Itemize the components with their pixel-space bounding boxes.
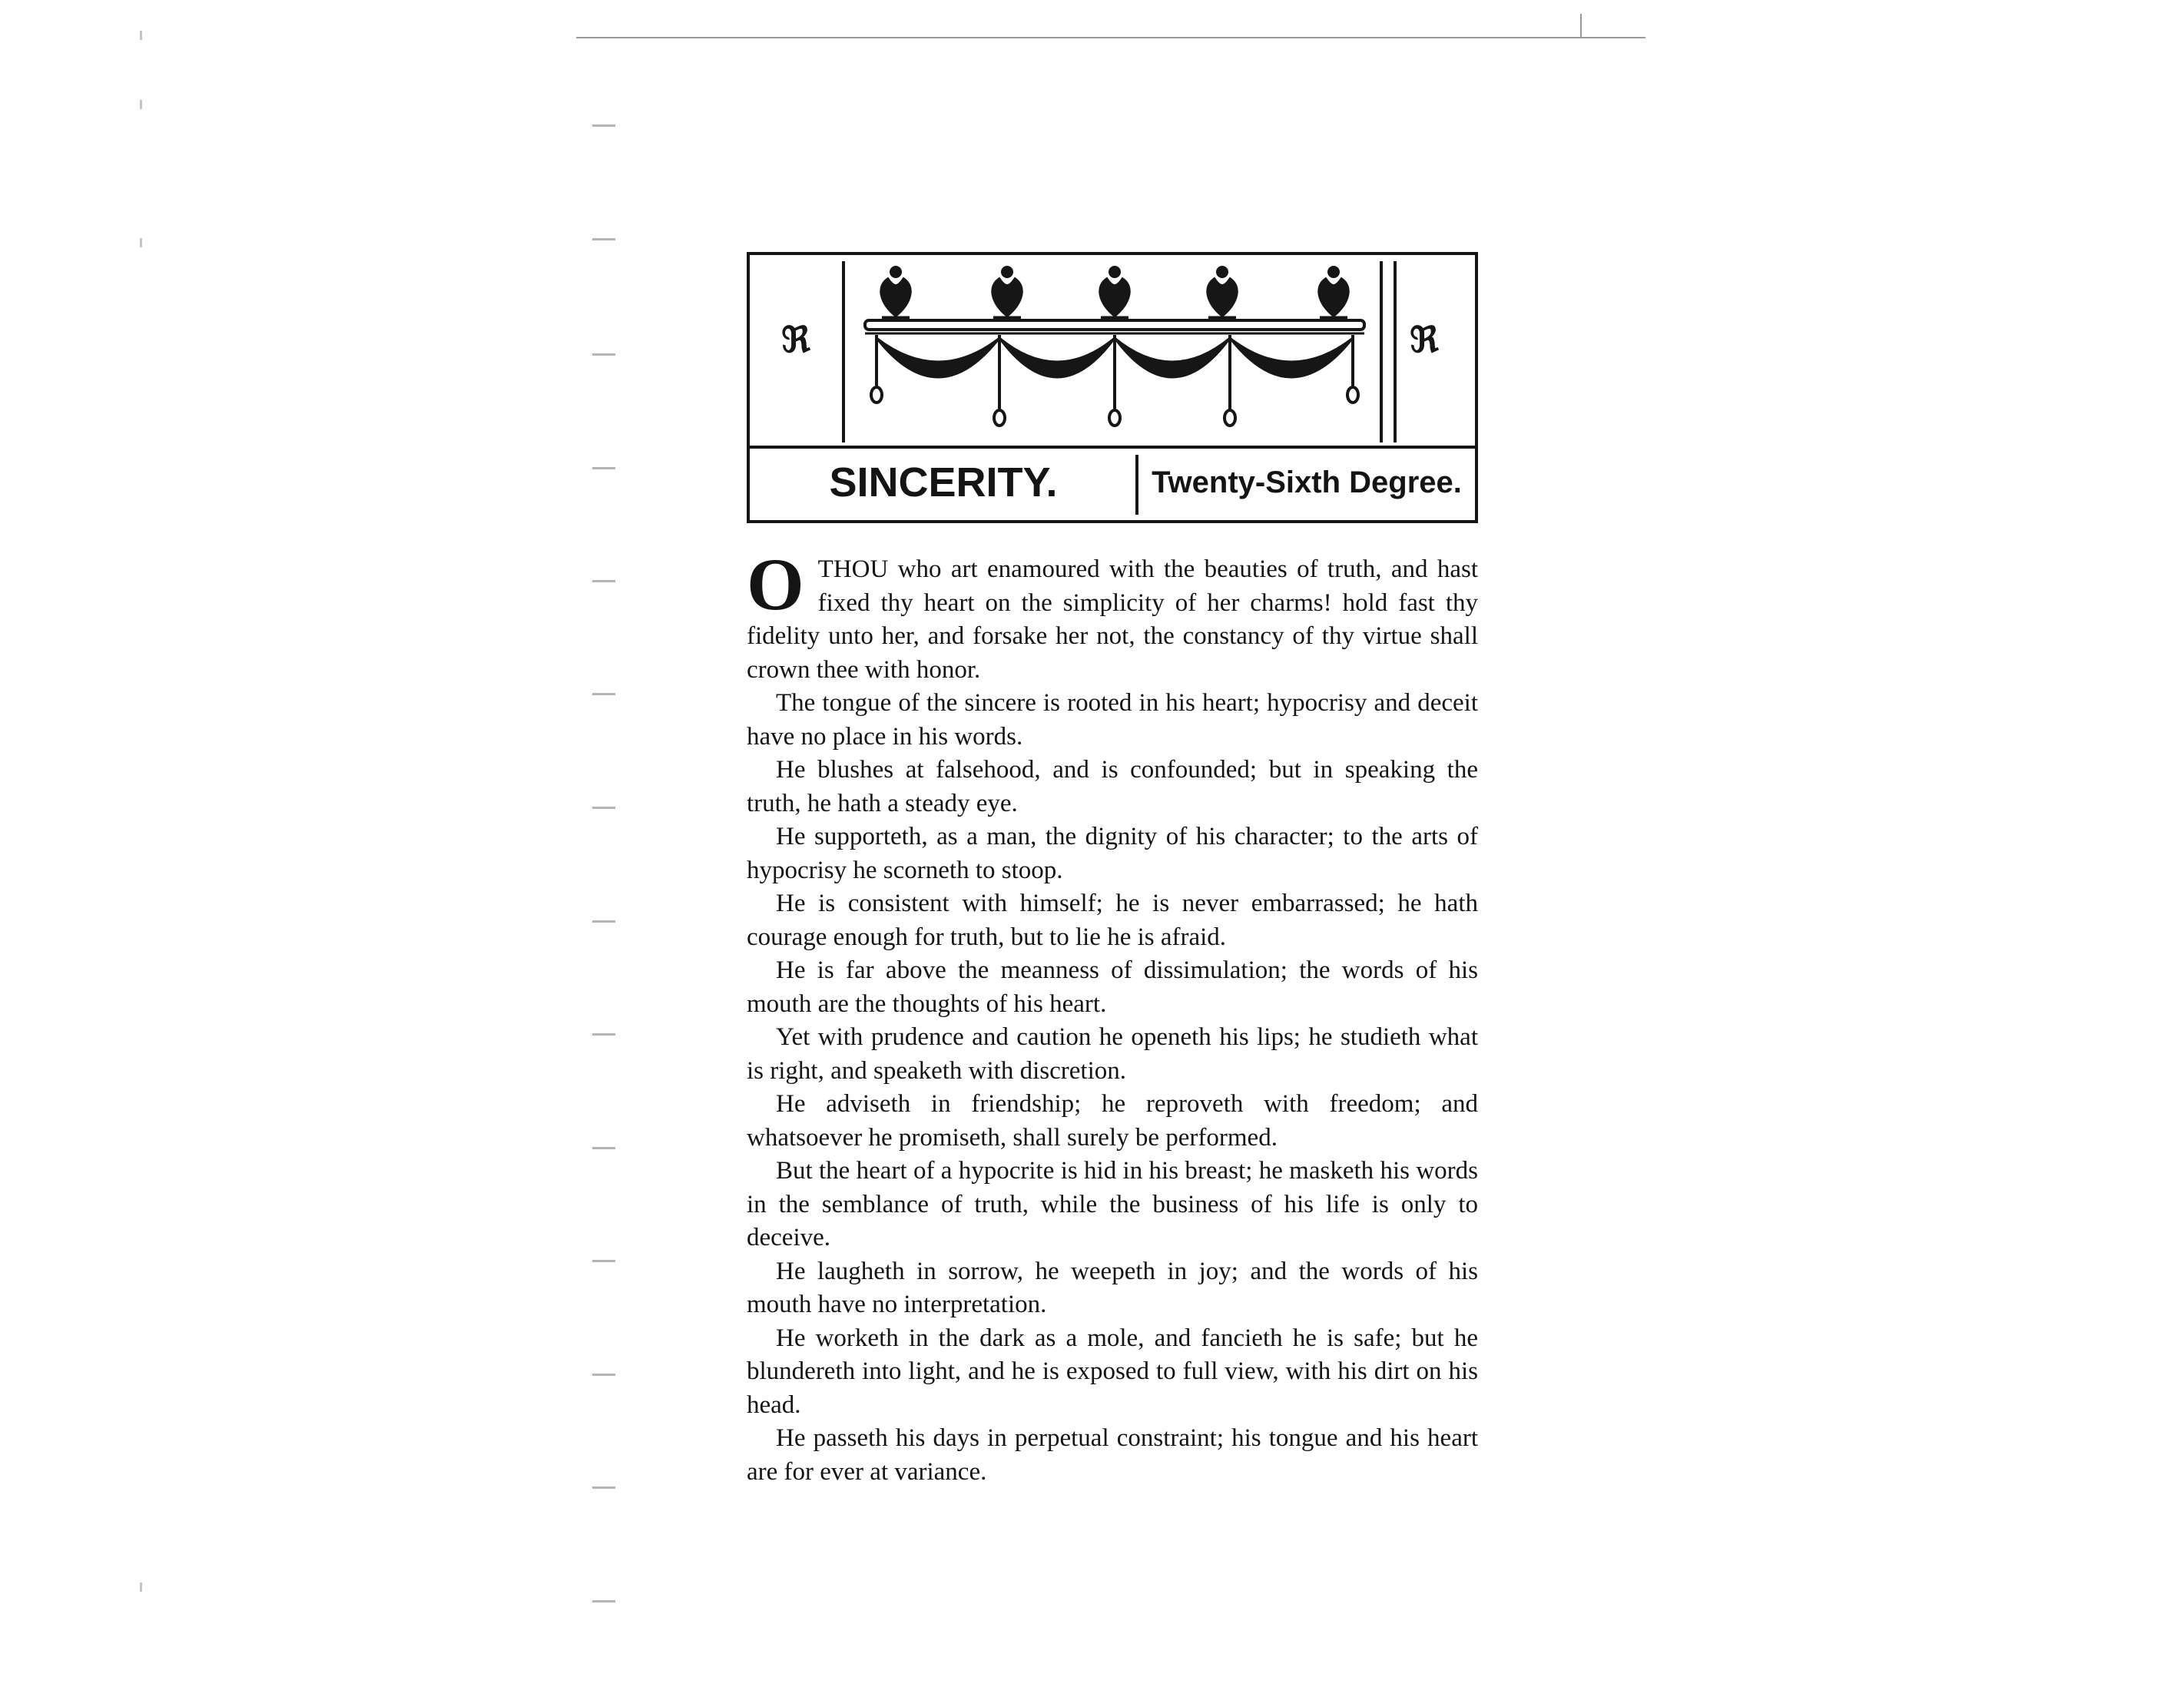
edge-speck — [140, 31, 142, 40]
paragraph: Yet with prudence and caution he openeth his lips; he studieth what is right, and speaketh with discretion. — [747, 1023, 1478, 1085]
title-divider — [1135, 455, 1138, 515]
margin-mark — [592, 1033, 615, 1036]
fleur-bud-icon — [1216, 266, 1228, 278]
paragraph: He blushes at falsehood, and is confounded; but in speaking the truth, he hath a steady eye. — [747, 756, 1478, 817]
garland-shelf-ornament-icon — [750, 255, 1475, 447]
garland-swag-icon — [999, 338, 1115, 377]
paragraph: But the heart of a hypocrite is hid in his breast; he masketh his words in the semblance of truth, while the business of his life is only to deceive. — [747, 1157, 1478, 1251]
paragraph: He adviseth in friendship; he reproveth with freedom; and whatsoever he promiseth, shall surely be performed. — [747, 1090, 1478, 1152]
chapter-header — [747, 252, 1478, 523]
paragraph: He is consistent with himself; he is never embarrassed; he hath courage enough for truth, but to lie he is afraid. — [747, 890, 1478, 951]
garland-swag-icon — [1230, 338, 1353, 377]
right-flourish-mark: ℜ — [1410, 319, 1439, 360]
first-paragraph — [747, 543, 1478, 687]
paragraph: The tongue of the sincere is rooted in his heart; hypocrisy and deceit have no place in his words. — [747, 689, 1478, 751]
margin-mark — [592, 467, 615, 469]
paragraph: He supporteth, as a man, the dignity of his character; to the arts of hypocrisy he scorneth to stoop. — [747, 823, 1478, 884]
tassel-bead-icon — [994, 410, 1005, 426]
margin-mark — [592, 1374, 615, 1376]
fleur-icon — [880, 278, 910, 317]
garland-swag-icon — [1115, 338, 1230, 377]
fleur-icon — [992, 278, 1022, 317]
scan-top-rule — [576, 37, 1645, 38]
tassel-bead-icon — [1225, 410, 1235, 426]
fleur-bud-icon — [1109, 266, 1121, 278]
shelf-rail — [865, 320, 1364, 330]
fleur-icon — [1207, 278, 1237, 317]
fleur-bud-icon — [1327, 266, 1340, 278]
margin-mark — [592, 353, 615, 356]
margin-mark — [592, 1147, 615, 1149]
body-text — [747, 543, 1478, 1489]
first-paragraph-text: THOU who art enamoured with the beauties of truth, and hast fixed thy heart on the simplicity of her charms! hold fast thy fidelity unto her, and forsake her not, the constancy of thy virtue shall crown thee with honor. — [747, 555, 1478, 684]
garland-swag-icon — [877, 338, 999, 377]
margin-mark — [592, 238, 615, 240]
tassel-bead-icon — [871, 387, 882, 403]
chapter-title: SINCERITY. — [829, 459, 1058, 505]
margin-mark — [592, 1260, 615, 1262]
margin-mark — [592, 693, 615, 695]
fleur-icon — [1099, 278, 1129, 317]
margin-mark — [592, 124, 615, 127]
edge-speck — [140, 238, 142, 247]
drop-cap: O — [747, 543, 804, 625]
margin-mark — [592, 807, 615, 809]
edge-speck — [140, 100, 142, 109]
margin-mark — [592, 1486, 615, 1489]
scan-top-tick — [1580, 14, 1582, 37]
ornament-panel — [750, 255, 1475, 447]
margin-mark — [592, 920, 615, 923]
tassel-bead-icon — [1109, 410, 1120, 426]
fleur-bud-icon — [890, 266, 902, 278]
chapter-degree: Twenty-Sixth Degree. — [1152, 466, 1462, 499]
margin-mark — [592, 1600, 615, 1602]
paragraph: He passeth his days in perpetual constraint; his tongue and his heart are for ever at variance. — [747, 1424, 1478, 1486]
left-flourish-mark: ℜ — [781, 319, 810, 360]
title-band — [750, 449, 1475, 520]
paragraph: He laugheth in sorrow, he weepeth in joy; and the words of his mouth have no interpretation. — [747, 1257, 1478, 1318]
paragraph: He worketh in the dark as a mole, and fancieth he is safe; but he blundereth into light, and he is exposed to full view, with his dirt on his head. — [747, 1324, 1478, 1419]
fleur-icon — [1318, 278, 1348, 317]
tassel-bead-icon — [1347, 387, 1358, 403]
margin-mark — [592, 580, 615, 582]
edge-speck — [140, 1583, 142, 1592]
paragraph: He is far above the meanness of dissimulation; the words of his mouth are the thoughts of his heart. — [747, 956, 1478, 1018]
fleur-bud-icon — [1001, 266, 1013, 278]
